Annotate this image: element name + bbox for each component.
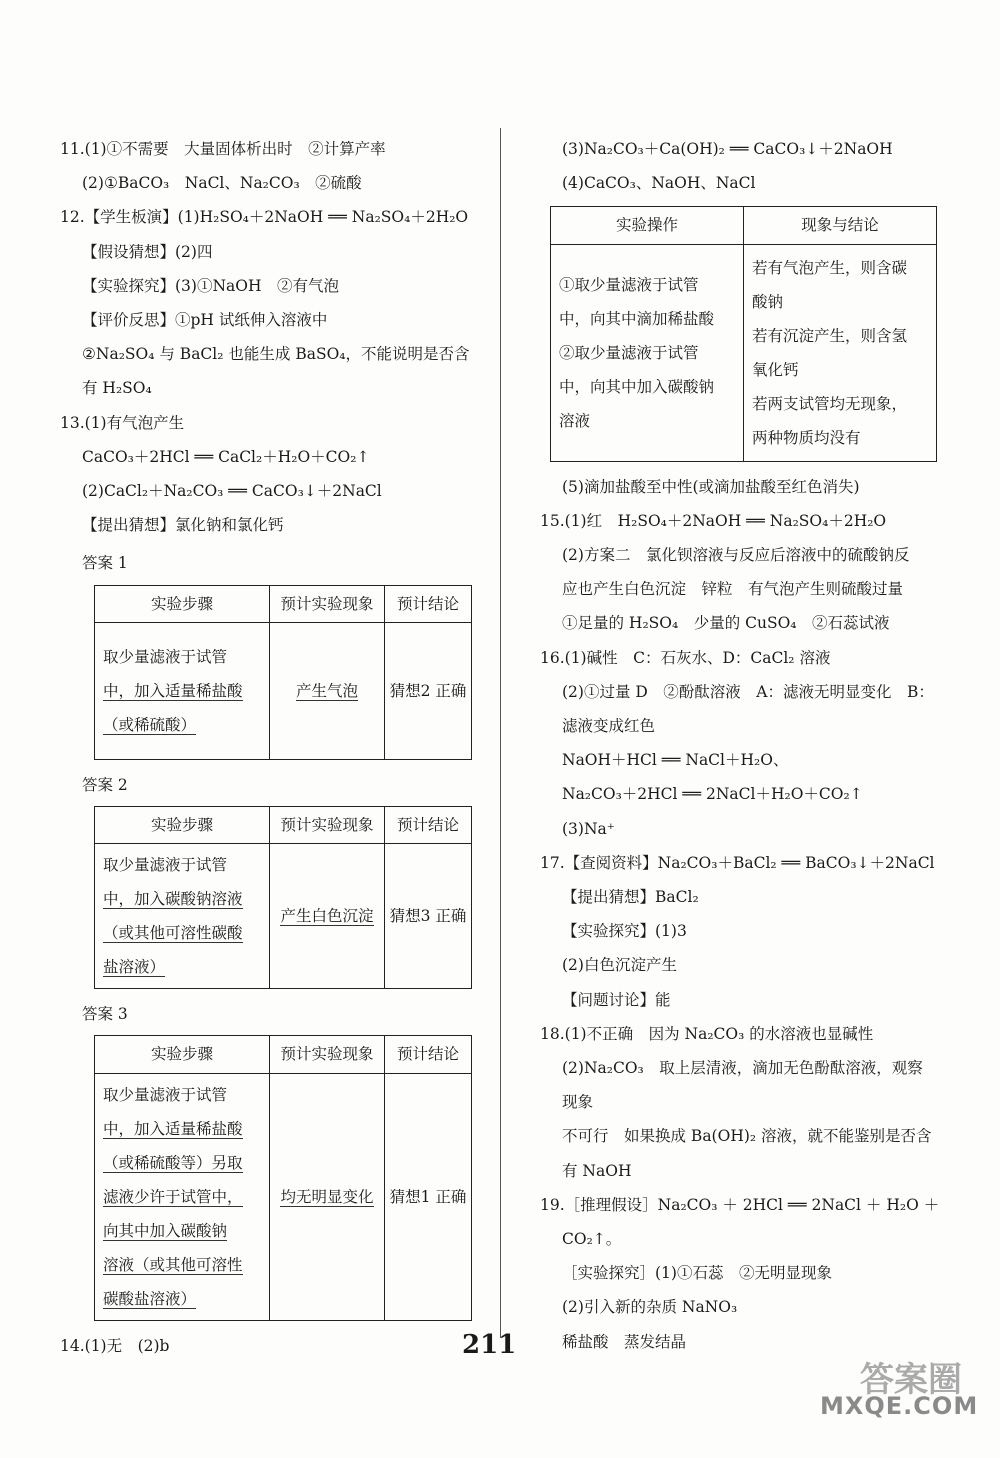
header-phenomenon: 预计实验现象: [270, 1036, 385, 1073]
answer1-phenomenon: [270, 622, 385, 759]
answer2-table: [94, 806, 472, 989]
result-line: 若有气泡产生，则含碳: [752, 258, 908, 277]
q12-line-3: 【实验探究】(3)①NaOH ②有气泡: [82, 276, 339, 295]
q17-line-3: 【实验探究】(1)3: [562, 922, 687, 941]
operation-line: ②取少量滤液于试管: [559, 343, 699, 362]
q19-line-3: ［实验探究］(1)①石蕊 ②无明显现象: [562, 1264, 832, 1283]
q16-line-5: Na₂CO₃＋2HCl ══ 2NaCl＋H₂O＋CO₂↑: [562, 785, 863, 804]
q13-line-3: (2)CaCl₂＋Na₂CO₃ ══ CaCO₃↓＋2NaCl: [82, 482, 382, 501]
q15-line-1: 15.(1)红 H₂SO₄＋2NaOH ══ Na₂SO₄＋2H₂O: [540, 511, 887, 530]
header-step: 实验步骤: [95, 1036, 270, 1073]
q14-line-5: (5)滴加盐酸至中性(或滴加盐酸至红色消失): [562, 477, 860, 496]
q14-experiment-table: [550, 206, 937, 461]
watermark-text: MXQE.COM: [820, 1392, 979, 1420]
answer3-step-line: 中，加入适量稀盐酸: [103, 1119, 243, 1138]
operation-cell: [551, 244, 744, 461]
answer1-conclusion: 猜想2 正确: [385, 622, 472, 759]
result-line: 酸钠: [752, 292, 784, 311]
header-conclusion: 预计结论: [385, 807, 472, 844]
q11-line-2: (2)①BaCO₃ NaCl、Na₂CO₃ ②硫酸: [82, 174, 362, 193]
answer3-step: [95, 1073, 270, 1320]
answer3-label: 答案 3: [82, 1005, 128, 1024]
result-line: 若有沉淀产生，则含氢: [752, 326, 908, 345]
q18-line-2: (2)Na₂CO₃ 取上层清液，滴加无色酚酞溶液，观察: [562, 1059, 923, 1078]
right-column: [540, 132, 960, 1359]
answer2-phenomenon: [270, 844, 385, 989]
q12-line-2: 【假设猜想】(2)四: [82, 242, 213, 261]
header-step: 实验步骤: [95, 585, 270, 622]
q15-line-2: (2)方案二 氯化钡溶液与反应后溶液中的硫酸钠反: [562, 546, 910, 565]
answer1-step-line: （或稀硫酸）: [103, 715, 197, 734]
answer1-table: [94, 585, 472, 760]
q18-line-5: 有 NaOH: [562, 1161, 632, 1180]
header-conclusion: 预计结论: [385, 585, 472, 622]
q13-line-2: CaCO₃＋2HCl ══ CaCl₂＋H₂O＋CO₂↑: [82, 447, 370, 466]
q16-line-2: (2)①过量 D ②酚酞溶液 A：滤液无明显变化 B：: [562, 682, 934, 701]
q13-line-1: 13.(1)有气泡产生: [60, 413, 185, 432]
q18-line-1: 18.(1)不正确 因为 Na₂CO₃ 的水溶液也显碱性: [540, 1024, 874, 1043]
answer3-phenomenon-text: 均无明显变化: [280, 1187, 374, 1206]
header-result: 现象与结论: [744, 207, 937, 244]
watermark-logo: 答案圈: [860, 1360, 962, 1400]
q14-line-3: (3)Na₂CO₃＋Ca(OH)₂ ══ CaCO₃↓＋2NaOH: [562, 140, 893, 158]
q19-line-2: CO₂↑。: [562, 1230, 622, 1249]
q19-line-1: 19.［推理假设］Na₂CO₃ ＋ 2HCl ══ 2NaCl ＋ H₂O ＋: [540, 1195, 940, 1214]
q16-line-4: NaOH＋HCl ══ NaCl＋H₂O、: [562, 751, 789, 770]
answer3-step-line: 碳酸盐溶液）: [103, 1289, 197, 1308]
q14-line-4: (4)CaCO₃、NaOH、NaCl: [562, 174, 756, 193]
q11-line-1: 11.(1)①不需要 大量固体析出时 ②计算产率: [60, 140, 386, 158]
q14-line-1: 14.(1)无 (2)b: [60, 1336, 170, 1355]
operation-line: 溶液: [559, 411, 591, 430]
header-step: 实验步骤: [95, 807, 270, 844]
q12-line-6: 有 H₂SO₄: [82, 379, 152, 398]
q17-line-4: (2)白色沉淀产生: [562, 956, 677, 975]
result-line: 氧化钙: [752, 360, 799, 379]
header-phenomenon: 预计实验现象: [270, 585, 385, 622]
q18-line-3: 现象: [562, 1093, 594, 1112]
header-operation: 实验操作: [551, 207, 744, 244]
result-line: 若两支试管均无现象，: [752, 394, 908, 413]
answer2-step-line: 中，加入碳酸钠溶液: [103, 890, 243, 909]
answer1-phenomenon-text: 产生气泡: [295, 681, 358, 700]
answer3-table: [94, 1035, 472, 1320]
answer2-label: 答案 2: [82, 775, 128, 794]
q19-line-5: 稀盐酸 蒸发结晶: [562, 1332, 687, 1351]
page-number: 211: [462, 1330, 517, 1360]
q19-line-4: (2)引入新的杂质 NaNO₃: [562, 1298, 738, 1317]
answer3-step-line: 取少量滤液于试管: [103, 1085, 228, 1104]
q16-line-3: 滤液变成红色: [562, 717, 656, 736]
answer3-step-line: 滤液少许于试管中，: [103, 1187, 243, 1206]
answer1-step-line: 中，加入适量稀盐酸: [103, 681, 243, 700]
answer3-phenomenon: [270, 1073, 385, 1320]
column-divider: [500, 128, 501, 1338]
operation-line: ①取少量滤液于试管: [559, 275, 699, 294]
answer2-step-line: 取少量滤液于试管: [103, 856, 228, 875]
answer2-phenomenon-text: 产生白色沉淀: [280, 907, 374, 926]
result-cell: [744, 244, 937, 461]
operation-line: 中，向其中加入碳酸钠: [559, 377, 715, 396]
answer3-step-line: 向其中加入碳酸钠: [103, 1221, 228, 1240]
left-column: [60, 132, 480, 1363]
answer1-step: [95, 622, 270, 759]
q12-line-5: ②Na₂SO₄ 与 BaCl₂ 也能生成 BaSO₄，不能说明是否含: [82, 345, 470, 364]
answer3-step-line: （或稀硫酸等）另取: [103, 1153, 243, 1172]
q15-line-3: 应也产生白色沉淀 锌粒 有气泡产生则硫酸过量: [562, 580, 904, 599]
q17-line-1: 17.【查阅资料】Na₂CO₃＋BaCl₂ ══ BaCO₃↓＋2NaCl: [540, 853, 935, 872]
answer2-step-line: （或其他可溶性碳酸: [103, 924, 243, 943]
header-phenomenon: 预计实验现象: [270, 807, 385, 844]
operation-line: 中，向其中滴加稀盐酸: [559, 309, 715, 328]
q12-line-4: 【评价反思】①pH 试纸伸入溶液中: [82, 311, 328, 330]
answer2-step-line: 盐溶液）: [103, 958, 166, 977]
q17-line-2: 【提出猜想】BaCl₂: [562, 888, 699, 907]
answer2-step: [95, 844, 270, 989]
q17-line-5: 【问题讨论】能: [562, 990, 671, 1009]
answer3-step-line: 溶液（或其他可溶性: [103, 1255, 243, 1274]
q18-line-4: 不可行 如果换成 Ba(OH)₂ 溶液，就不能鉴别是否含: [562, 1127, 932, 1146]
answer1-label: 答案 1: [82, 554, 128, 573]
q13-line-4: 【提出猜想】氯化钠和氯化钙: [82, 516, 284, 535]
answer2-conclusion: 猜想3 正确: [385, 844, 472, 989]
header-conclusion: 预计结论: [385, 1036, 472, 1073]
q12-line-1: 12.【学生板演】(1)H₂SO₄＋2NaOH ══ Na₂SO₄＋2H₂O: [60, 208, 469, 227]
q16-line-6: (3)Na⁺: [562, 819, 615, 838]
q16-line-1: 16.(1)碱性 C：石灰水、D：CaCl₂ 溶液: [540, 648, 831, 667]
result-line: 两种物质均没有: [752, 428, 861, 447]
answer1-step-line: 取少量滤液于试管: [103, 647, 228, 666]
answer3-conclusion: 猜想1 正确: [385, 1073, 472, 1320]
q15-line-4: ①足量的 H₂SO₄ 少量的 CuSO₄ ②石蕊试液: [562, 614, 890, 633]
